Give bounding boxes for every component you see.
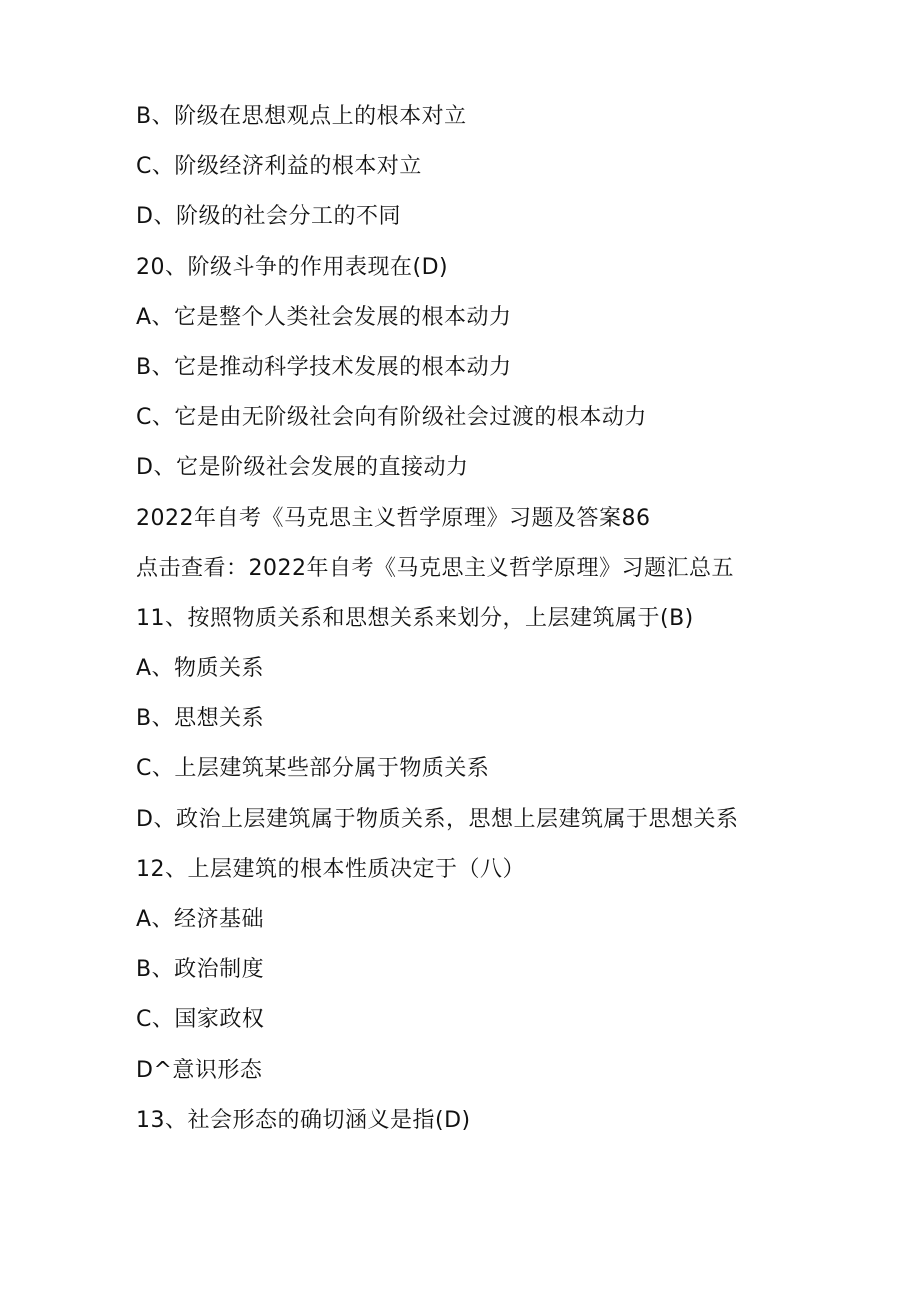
option-line: B、政治制度: [136, 957, 265, 983]
option-line: A、经济基础: [136, 907, 265, 932]
option-line: A、物质关系: [136, 656, 265, 682]
option-line: C、阶级经济利益的根本对立: [136, 154, 422, 180]
question-line: 13、社会形态的确切涵义是指(D): [136, 1107, 471, 1133]
option-line: D、它是阶级社会发展的直接动力: [136, 455, 469, 481]
option-line: C、上层建筑某些部分属于物质关系: [136, 756, 490, 782]
question-line: 20、阶级斗争的作用表现在(D): [136, 254, 449, 280]
section-title: 2022年自考《马克思主义哲学原理》习题及答案86: [136, 505, 651, 531]
option-line: B、思想关系: [136, 706, 265, 732]
option-line: B、它是推动科学技术发展的根本动力: [136, 354, 512, 380]
option-line: D、阶级的社会分工的不同: [136, 204, 401, 230]
option-line: D、政治上层建筑属于物质关系，思想上层建筑属于思想关系: [136, 806, 739, 832]
option-line: D^意识形态: [136, 1057, 263, 1083]
question-line: 11、按照物质关系和思想关系来划分，上层建筑属于(B): [136, 605, 694, 631]
option-line: C、国家政权: [136, 1007, 265, 1033]
view-link-text: 点击查看：2022年自考《马克思主义哲学原理》习题汇总五: [136, 555, 734, 581]
option-line: B、阶级在思想观点上的根本对立: [136, 104, 467, 129]
document-body: [136, 92, 896, 1146]
option-line: C、它是由无阶级社会向有阶级社会过渡的根本动力: [136, 405, 647, 431]
question-line: 12、上层建筑的根本性质决定于（八）: [136, 856, 525, 882]
option-line: A、它是整个人类社会发展的根本动力: [136, 304, 512, 330]
